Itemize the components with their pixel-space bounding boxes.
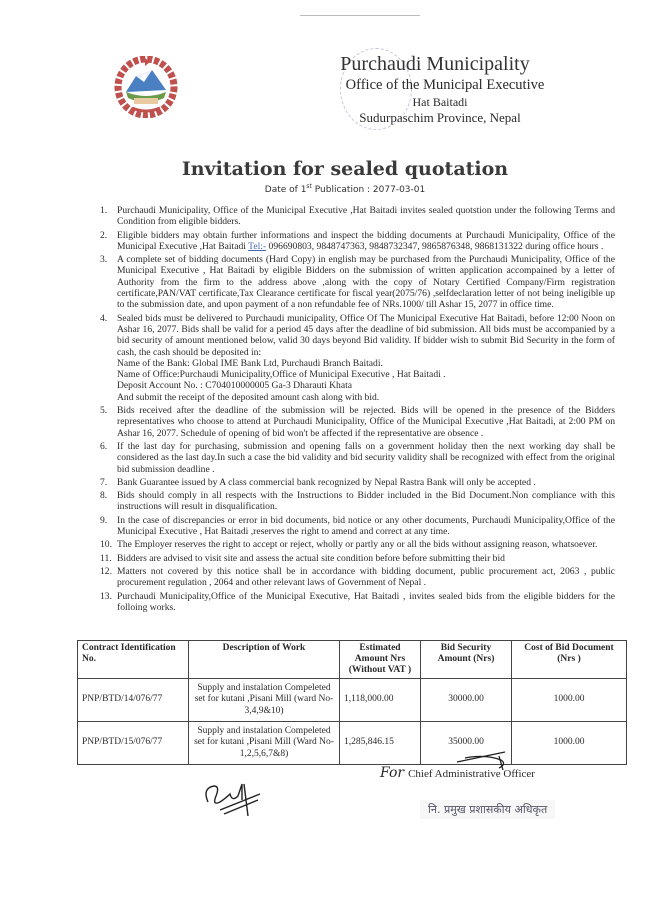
- header-estimated-amount: Estimated Amount Nrs (Without VAT ): [340, 641, 421, 679]
- term-item: [100, 313, 615, 403]
- term-item: [100, 205, 615, 228]
- term-number: 11.: [100, 552, 112, 564]
- office-account-name: Name of Office:Purchaudi Municipality,Office of Municipal Executive , Hat Baitadi .: [117, 369, 446, 381]
- terms-list: [100, 205, 615, 615]
- publication-date: [0, 183, 662, 195]
- term-text: Bidders are advised to visit site and assess the actual site condition before before submitting their bid: [117, 552, 505, 564]
- cell-description: Supply and instalation Compeleted set for kutani ,Pisani Mill (ward No- 3,4,9&10): [189, 679, 340, 722]
- cell-bid-security: 30000.00: [421, 679, 512, 722]
- receipt-note: And submit the receipt of the deposited amount cash along with bid.: [117, 391, 380, 403]
- bank-name: Name of the Bank: Global IME Bank Ltd, Purchaudi Branch Baitadi.: [117, 357, 383, 369]
- signatory-block: [380, 765, 535, 781]
- header-bid-doc-cost: Cost of Bid Document (Nrs ): [512, 641, 627, 679]
- page-title: Invitation for sealed quotation: [181, 158, 509, 180]
- term-text: Bids should comply in all respects with the Instructions to Bidder included in the Bid Document.Non compliance with this instructions will result in disqualification.: [117, 490, 615, 513]
- header-bid-security: Bid Security Amount (Nrs): [421, 641, 512, 679]
- term-number: 6.: [100, 440, 108, 452]
- municipality-name: Purchaudi Municipality: [340, 53, 530, 75]
- term-text: Purchaudi Municipality,Office of the Municipal Executive, Hat Baitadi , invites sealed bids from the eligible bidders for the folloing works.: [117, 590, 615, 613]
- term-number: 2.: [100, 229, 108, 241]
- office-name: Office of the Municipal Executive: [345, 77, 545, 93]
- term-text: Eligible bidders may obtain further informations and inspect the bidding documents at Purchaudi Municipality, Office of the Municipal Executive ,Hat Baitadi: [117, 229, 615, 252]
- header-contract-id: Contract Identification No.: [78, 641, 189, 679]
- table-header-row: [78, 641, 627, 679]
- cell-estimated-amount: 1,118,000.00: [340, 679, 421, 722]
- province-name: Sudurpaschim Province, Nepal: [359, 110, 521, 125]
- term-item: [100, 515, 615, 538]
- term-text: The Employer reserves the right to accept or reject, wholly or partly any or all the bids without assigning reason, whatsoever.: [117, 539, 598, 551]
- cell-estimated-amount: 1,285,846.15: [340, 722, 421, 765]
- term-text: Bank Guarantee issued by A class commercial bank recognized by Nepal Rastra Bank will only be accepted .: [117, 476, 536, 488]
- term-number: 1.: [100, 205, 108, 216]
- publication-sup: st: [306, 183, 312, 190]
- term-item: [100, 566, 615, 589]
- term-text: Purchaudi Municipality, Office of the Municipal Executive ,Hat Baitadi invites sealed quotstion under the following Terms and Condition from eligible bidders.: [117, 205, 615, 228]
- deposit-account: Deposit Account No. : C704010000005 Ga-3 Dharauti Khata: [117, 380, 353, 392]
- works-table: [77, 640, 627, 765]
- cell-description: Supply and instalation Compeleted set for kutani ,Pisani Mill (Ward No- 1,2,5,6,7&8): [189, 722, 340, 765]
- letterhead: [230, 52, 610, 126]
- term-number: 3.: [100, 254, 108, 266]
- term-item: [100, 490, 615, 513]
- term-item: [100, 539, 615, 550]
- term-number: 8.: [100, 490, 108, 502]
- scan-artifact-line: [300, 15, 420, 16]
- term-number: 4.: [100, 312, 108, 324]
- for-label: For: [380, 765, 405, 781]
- term-text: Bids received after the deadline of the submission will be rejected. Bids will be opened in the presence of the Bidders representatives who choose to attend at Purchaudi Municipality, Office of the Municipal Executive ,Hat Baitadi, at 2:00 PM on Ashar 16, 2077. Schedule of opening of bid won't be affected if the representative are obsence .: [117, 405, 615, 439]
- term-number: 5.: [100, 405, 108, 417]
- cell-bid-doc-cost: 1000.00: [512, 722, 627, 765]
- publication-value: Publication : 2077-03-01: [311, 185, 426, 195]
- term-item: [100, 405, 615, 439]
- term-item: [100, 553, 615, 564]
- term-text: Sealed bids must be delivered to Purchaudi municipality, Office Of The Municipal Executive Hat Baitadi, before 12:00 Noon on Ashar 16, 2077. Bids shall be valid for a period 45 days after the deadline of bid submission. All bids must be accompanied by a bid security of amount mentioned below, valid 30 days beyond Bid validity. If bidder wish to submit Bid Security in the form of cash, the cash should be deposited in:: [117, 312, 615, 358]
- signatory-title: Chief Administrative Officer: [408, 768, 535, 780]
- cell-bid-security: 35000.00: [421, 722, 512, 765]
- cell-bid-doc-cost: 1000.00: [512, 679, 627, 722]
- publication-label: Date of 1: [264, 185, 307, 195]
- term-text: Matters not covered by this notice shall be in accordance with bidding document, public procurement act, 2063 , public procurement regulation , 2064 and other relevant laws of Government of Nepal .: [117, 565, 615, 589]
- term-item: [100, 230, 615, 253]
- city-name: Hat Baitadi: [412, 95, 468, 109]
- term-text: In the case of discrepancies or error in bid documents, bid notice or any other documents, Purchaudi Municipality,Office of the Municipal Executive , Hat Baitadi ,reserves the right to amend and correct at any time.: [117, 514, 615, 538]
- header-description: Description of Work: [189, 641, 340, 679]
- term-number: 13.: [100, 590, 112, 602]
- term-item: [100, 441, 615, 475]
- term-item: [100, 591, 615, 614]
- telephone-link[interactable]: Tel:-: [248, 240, 267, 252]
- term-text: A complete set of bidding documents (Hard Copy) in english may be purchased from the Purchaudi Municipality, Office of the Municipal Executive , Hat Baitadi by eligible Bidders on the submission of written application accompained by a letter of Authority from the firm to the address above ,along with the copy of Notary Certified Company/Firm registration certificate,PAN/VAT certificate,Tax Clearance certificate for fiscal year(2075/76) ,selfdeclaration letter of not being ineligible up to the submission date, and upon payment of a non refundable fee of NRs.1000/ till Ashar 15, 2077 in office time.: [117, 254, 615, 311]
- term-number: 10.: [100, 539, 112, 551]
- nepal-emblem-icon: [112, 56, 180, 118]
- cell-contract-id: PNP/BTD/14/076/77: [78, 679, 189, 722]
- term-text: If the last day for purchasing, submission and opening falls on a government holiday then the next working day shall be considered as the last day.In such a case the bid validity and bid security validity shall be recognized with effect from the original bid submission deadline .: [117, 440, 615, 475]
- term-number: 12.: [100, 565, 112, 577]
- cell-contract-id: PNP/BTD/15/076/77: [78, 722, 189, 765]
- table-row: [78, 679, 627, 722]
- term-number: 9.: [100, 514, 108, 526]
- term-item: [100, 477, 615, 488]
- table-row: [78, 722, 627, 765]
- phone-numbers: 096690803, 9848747363, 9848732347, 9865876348, 9868131322 during office hours .: [266, 240, 604, 252]
- term-number: 7.: [100, 476, 108, 488]
- signature-icon: [200, 780, 270, 816]
- term-item: [100, 254, 615, 310]
- nepali-office-stamp: नि. प्रमुख प्रशासकीय अधिकृत: [420, 800, 555, 819]
